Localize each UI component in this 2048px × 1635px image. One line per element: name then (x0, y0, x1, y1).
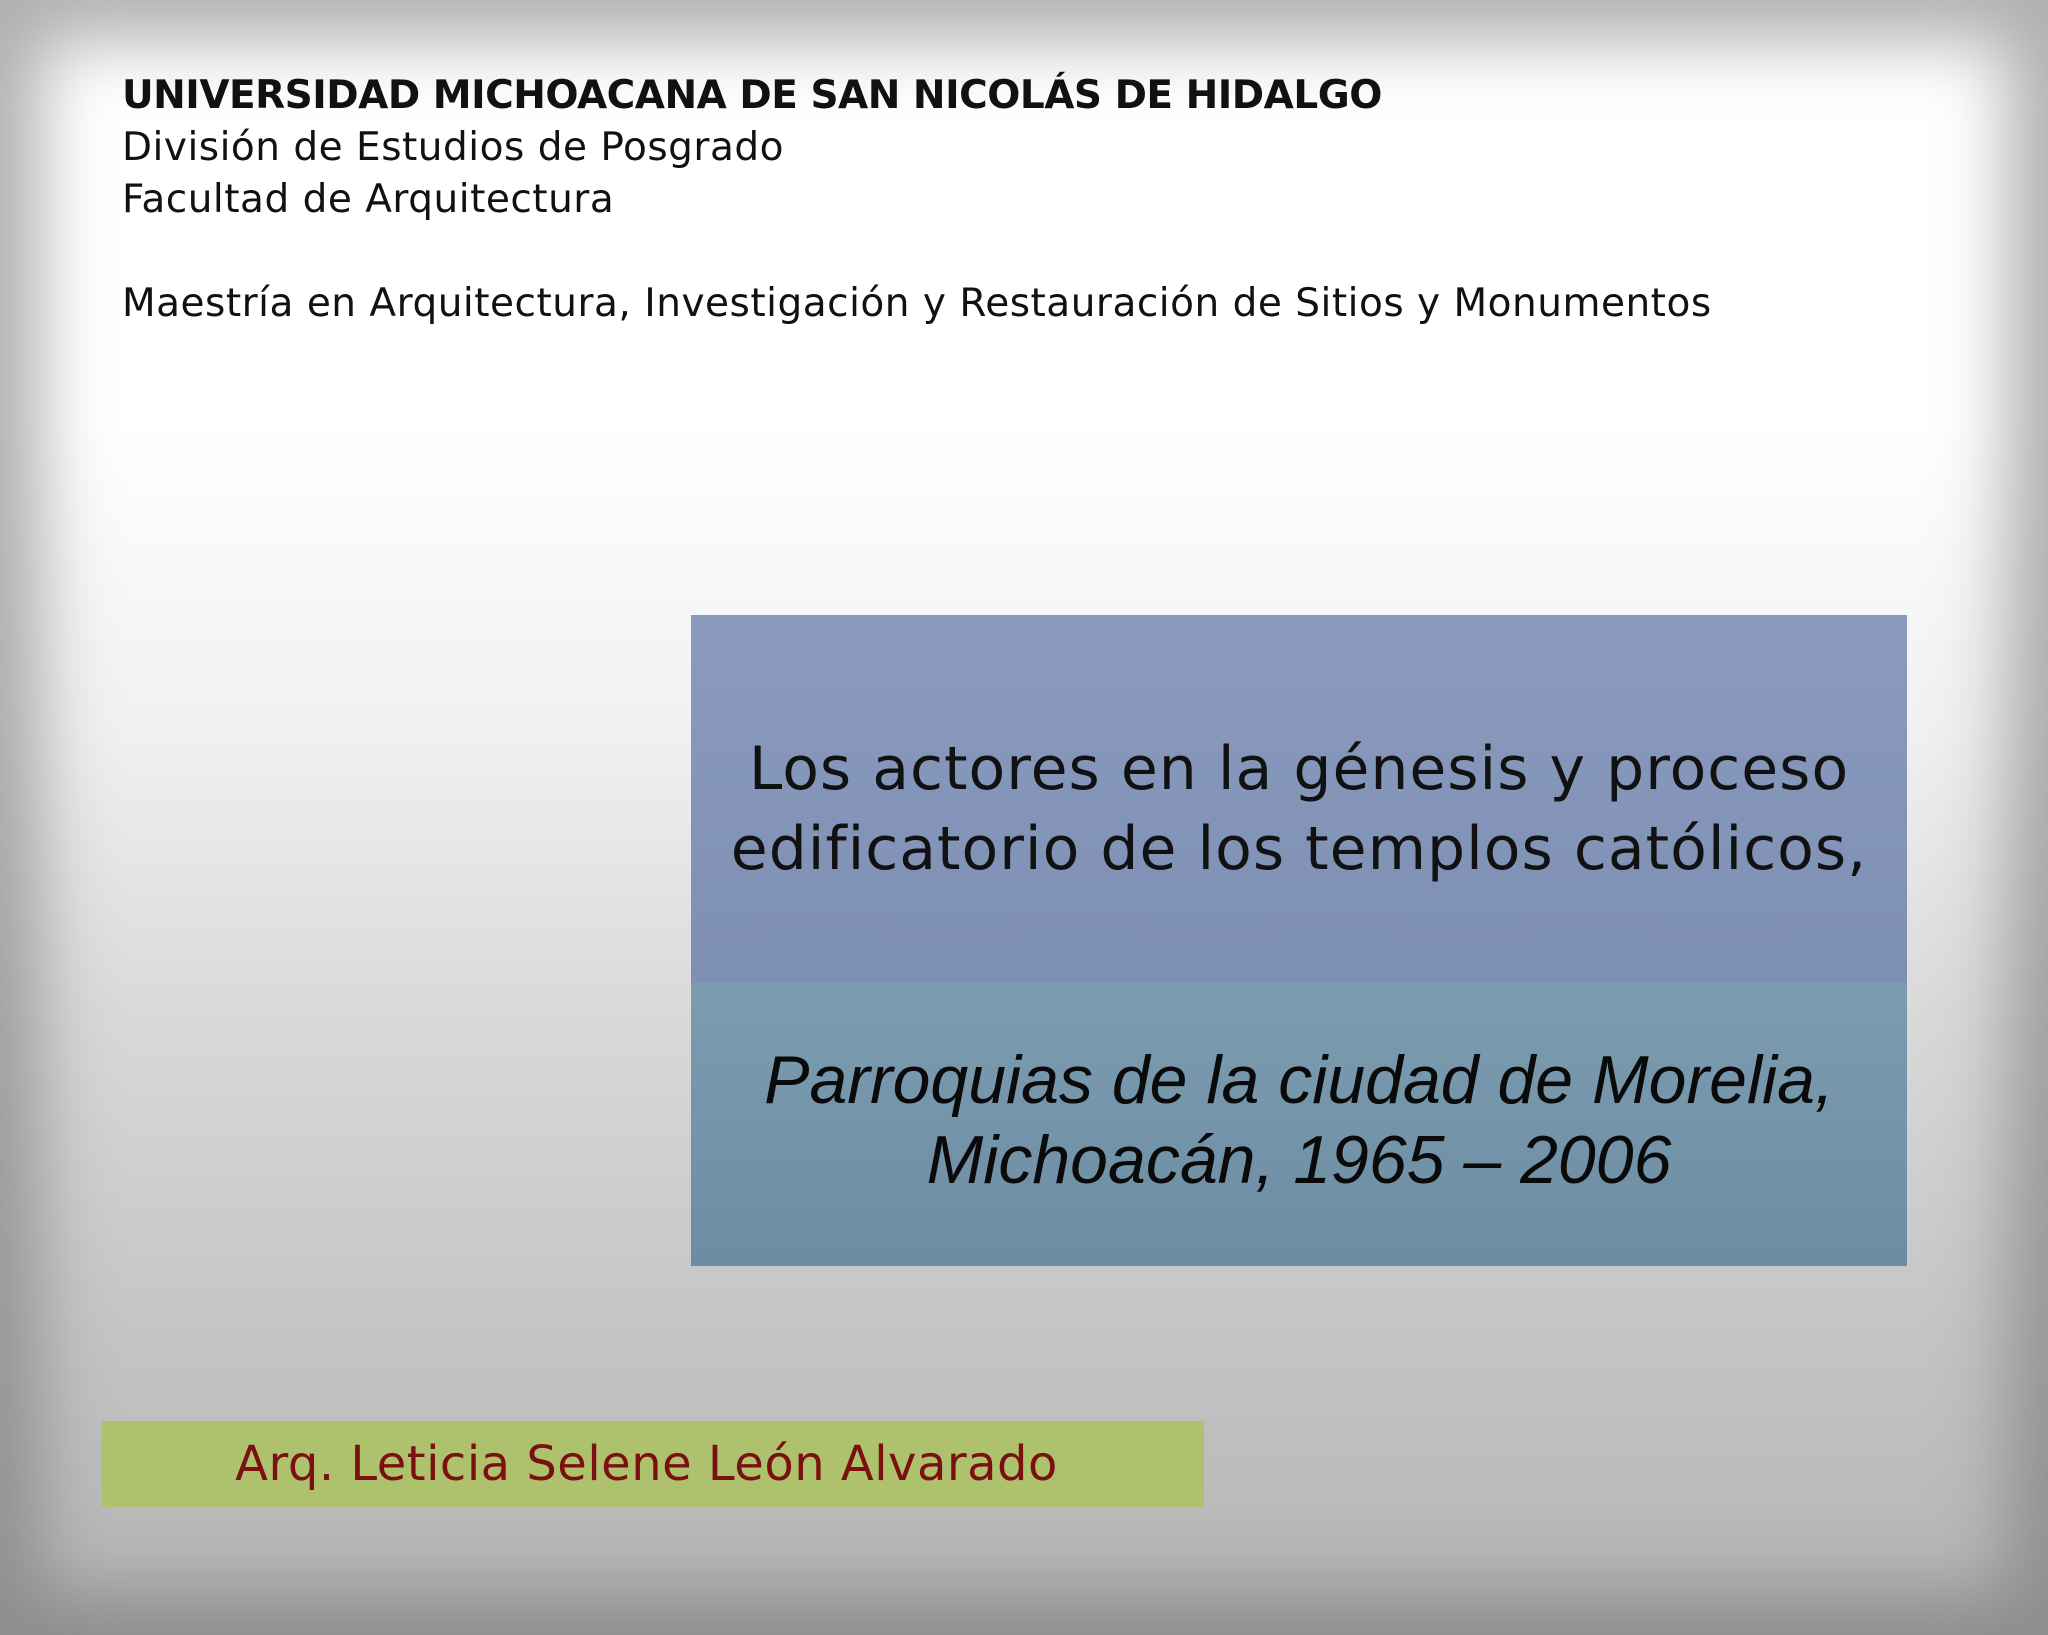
thesis-subtitle (691, 1040, 1907, 1210)
header-spacer (122, 226, 1712, 278)
thesis-subtitle-line-1: Parroquias de la ciudad de Morelia, (764, 1041, 1834, 1118)
institution-header (122, 70, 1712, 330)
thesis-title (691, 709, 1907, 889)
author-name: Arq. Leticia Selene León Alvarado (235, 1436, 1058, 1492)
university-name: UNIVERSIDAD MICHOACANA DE SAN NICOLÁS DE HIDALGO (122, 73, 1382, 118)
faculty-name: Facultad de Arquitectura (122, 177, 615, 222)
thesis-subtitle-line-2: Michoacán, 1965 – 2006 (926, 1121, 1672, 1198)
author-box (101, 1421, 1204, 1507)
thesis-title-line-1: Los actores en la génesis y proceso (748, 734, 1850, 804)
program-name: Maestría en Arquitectura, Investigación y Restauración de Sitios y Monumentos (122, 281, 1712, 326)
thesis-title-line-2: edificatorio de los templos católicos, (730, 814, 1868, 884)
title-box (691, 615, 1907, 983)
subtitle-box (691, 983, 1907, 1266)
division-name: División de Estudios de Posgrado (122, 125, 784, 170)
